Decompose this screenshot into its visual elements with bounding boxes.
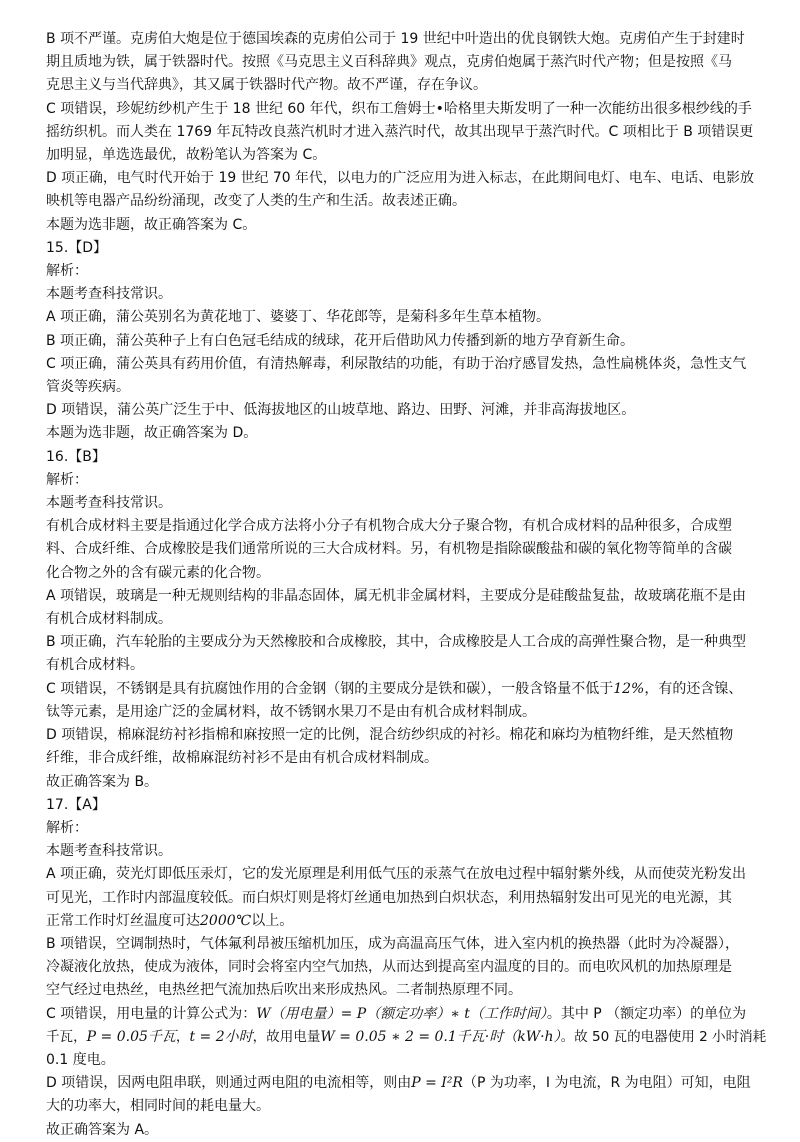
q17-analysis-label: 解析： [46, 819, 88, 836]
text-line: 钛等元素，是用途广泛的金属材料，故不锈钢水果刀不是由有机合成材料制成。 [46, 703, 536, 720]
text-segment: D 项错误，因两电阻串联，则通过两电阻的电流相等，则由 [46, 1075, 412, 1092]
text-segment: ，故用电量 [252, 1028, 321, 1045]
q16-option-c [46, 678, 758, 724]
q17-topic: 本题考查科技常识。 [46, 843, 172, 860]
text-line [46, 1003, 758, 1026]
text-line: B 项不严谨。克虏伯大炮是位于德国埃森的克虏伯公司于 19 世纪中叶造出的优良钢铁大炮。克虏伯产生于封建时 [46, 31, 745, 47]
text-line: 纤维，非合成纤维，故棉麻混纺衬衫不是由有机合成材料制成。 [46, 750, 438, 767]
q17-option-b [46, 933, 758, 1003]
q15-analysis-label: 解析： [46, 263, 88, 280]
text-line: 映机等电器产品纷纷涌现，改变了人类的生产和生活。故表述正确。 [46, 193, 466, 210]
q16-analysis-label: 解析： [46, 471, 88, 488]
text-line: 冷凝液化放热，使成为液体，同时会将室内空气加热，从而达到提高室内温度的目的。而电吹风机的加热原理是 [46, 959, 732, 976]
text-segment: C 项错误，用电量的计算公式为： [46, 1005, 257, 1022]
text-line: C 项正确，蒲公英具有药用价值，有清热解毒，利尿散结的功能，有助于治疗感冒发热，急性扁桃体炎，急性支气 [46, 355, 747, 372]
text-segment: 正常工作时灯丝温度可达 [46, 912, 200, 929]
q17-conclusion: 故正确答案为 A。 [46, 1121, 159, 1138]
q15-heading: 15.【D】 [46, 239, 108, 256]
q15-conclusion: 本题为选非题，故正确答案为 D。 [46, 425, 258, 442]
power-formula: P = 0.05千瓦 [86, 1028, 176, 1045]
power-law-formula: P = I²R [411, 1075, 463, 1092]
q16-option-b [46, 631, 758, 677]
text-line: 料、合成纤维、合成橡胶是我们通常所说的三大合成材料。另，有机物是指除碳酸盐和碳的氧化物等简单的含碳 [46, 541, 732, 558]
text-line: 加明显，单选选最优，故粉笔认为答案为 C。 [46, 147, 327, 164]
q17-option-d [46, 1072, 758, 1118]
q16-heading: 16.【B】 [46, 448, 106, 465]
q16-option-d [46, 724, 758, 770]
q16-conclusion: 故正确答案为 B。 [46, 773, 159, 790]
q14-option-c [46, 98, 758, 168]
q16-option-a [46, 585, 758, 631]
text-line: B 项正确，汽车轮胎的主要成分为天然橡胶和合成橡胶，其中，合成橡胶是人工合成的高弹性聚合物，是一种典型 [46, 634, 747, 651]
text-line: C 项错误，珍妮纺纱机产生于 18 世纪 60 年代，织布工詹姆士•哈格里夫斯发明了一种一次能纺出很多根纱线的手 [46, 100, 752, 117]
text-line: D 项错误，棉麻混纺衬衫指棉和麻按照一定的比例，混合纺纱织成的衬衫。棉花和麻均为植物纤维，是天然植物 [46, 727, 734, 744]
text-line: B 项错误，空调制热时，气体氟利昂被压缩机加压，成为高温高压气体，进入室内机的换热器（此时为冷凝器）， [46, 935, 740, 952]
q15-option-b: B 项正确，蒲公英种子上有白色冠毛结成的绒球，花开后借助风力传播到新的地方孕育新生命。 [46, 332, 635, 349]
text-line: D 项正确，电气时代开始于 19 世纪 70 年代，以电力的广泛应用为进入标志，在此期间电灯、电车、电话、电影放 [46, 170, 754, 187]
document-page [46, 28, 767, 1142]
text-line [46, 1072, 758, 1095]
text-line: A 项错误，玻璃是一种无规则结构的非晶态固体，属无机非金属材料，主要成分是硅酸盐复盐，故玻璃花瓶不是由 [46, 587, 747, 604]
text-line [46, 678, 758, 701]
q14-conclusion: 本题为选非题，故正确答案为 C。 [46, 216, 257, 233]
text-line: 0.1 度电。 [46, 1051, 115, 1068]
q15-option-a: A 项正确，蒲公英别名为黄花地丁、婆婆丁、华花郎等，是菊科多年生草本植物。 [46, 309, 551, 326]
text-segment: （P 为功率，I 为电流，R 为电阻）可知，电阻 [462, 1075, 751, 1092]
text-line: 摇纺织机。而人类在 1769 年瓦特改良蒸汽机时才进入蒸汽时代，故其出现早于蒸汽时代。C 项相比于 B 项错误更 [46, 123, 754, 140]
q15-option-c [46, 353, 758, 399]
text-segment: C 项错误，不锈钢是具有抗腐蚀作用的合金钢（钢的主要成分是铁和碳），一般含铬量不低于 [46, 680, 614, 697]
q16-intro [46, 515, 758, 585]
text-line: 有机合成材料制成。 [46, 611, 172, 628]
text-line: 克思主义与当代辞典》，其又属于铁器时代产物。故不严谨，存在争议。 [46, 77, 487, 94]
text-segment: 千瓦， [46, 1028, 87, 1045]
text-line: 化合物之外的含有碳元素的化合物。 [46, 564, 270, 581]
text-line: A 项正确，荧光灯即低压汞灯，它的发光原理是利用低气压的汞蒸气在放电过程中辐射紫外线，从而使荧光粉发出 [46, 866, 747, 883]
text-line: 有机合成材料主要是指通过化学合成方法将小分子有机物合成大分子聚合物，有机合成材料的品种很多，合成塑 [46, 518, 732, 535]
text-line: 空气经过电热丝，电热丝把气流加热后吹出来形成热风。二者制热原理不同。 [46, 982, 522, 999]
q14-option-b [46, 28, 758, 98]
text-line: 管炎等疾病。 [46, 379, 130, 396]
text-line: 有机合成材料。 [46, 657, 144, 674]
text-line [46, 910, 758, 933]
text-segment: 以上。 [251, 912, 294, 929]
text-line: 期且质地为铁，属于铁器时代。按照《马克思主义百科辞典》观点，克虏伯炮属于蒸汽时代产物；但是按照《马 [46, 54, 732, 71]
energy-calc-formula: W = 0.05 ∗ 2 = 0.1千瓦·时（kW·h） [320, 1028, 561, 1045]
q17-option-a [46, 863, 758, 933]
temperature-formula: 2000℃ [200, 912, 252, 929]
q15-topic: 本题考查科技常识。 [46, 286, 172, 303]
q16-topic: 本题考查科技常识。 [46, 495, 172, 512]
q17-option-c [46, 1003, 767, 1073]
text-line [46, 1026, 767, 1049]
q15-option-d: D 项错误，蒲公英广泛生于中、低海拔地区的山坡草地、路边、田野、河滩，并非高海拔地区。 [46, 402, 636, 419]
q14-option-d [46, 167, 758, 213]
text-segment: 。其中 P （额定功率）的单位为 [546, 1005, 747, 1022]
text-line: 大的功率大，相同时间的耗电量大。 [46, 1098, 270, 1115]
time-formula: t = 2小时 [189, 1028, 253, 1045]
energy-formula: W（用电量）= P（额定功率）∗ t（工作时间） [256, 1005, 547, 1022]
text-segment: ，有的还含镍、 [644, 680, 743, 697]
percent-formula: 12% [613, 680, 645, 697]
text-line: 可见光，工作时内部温度较低。而白炽灯则是将灯丝通电加热到白炽状态，利用热辐射发出可见光的电光源，其 [46, 889, 732, 906]
text-segment: ， [175, 1028, 190, 1045]
text-segment: 。故 50 瓦的电器使用 2 小时消耗 [560, 1028, 767, 1045]
q17-heading: 17.【A】 [46, 796, 106, 813]
